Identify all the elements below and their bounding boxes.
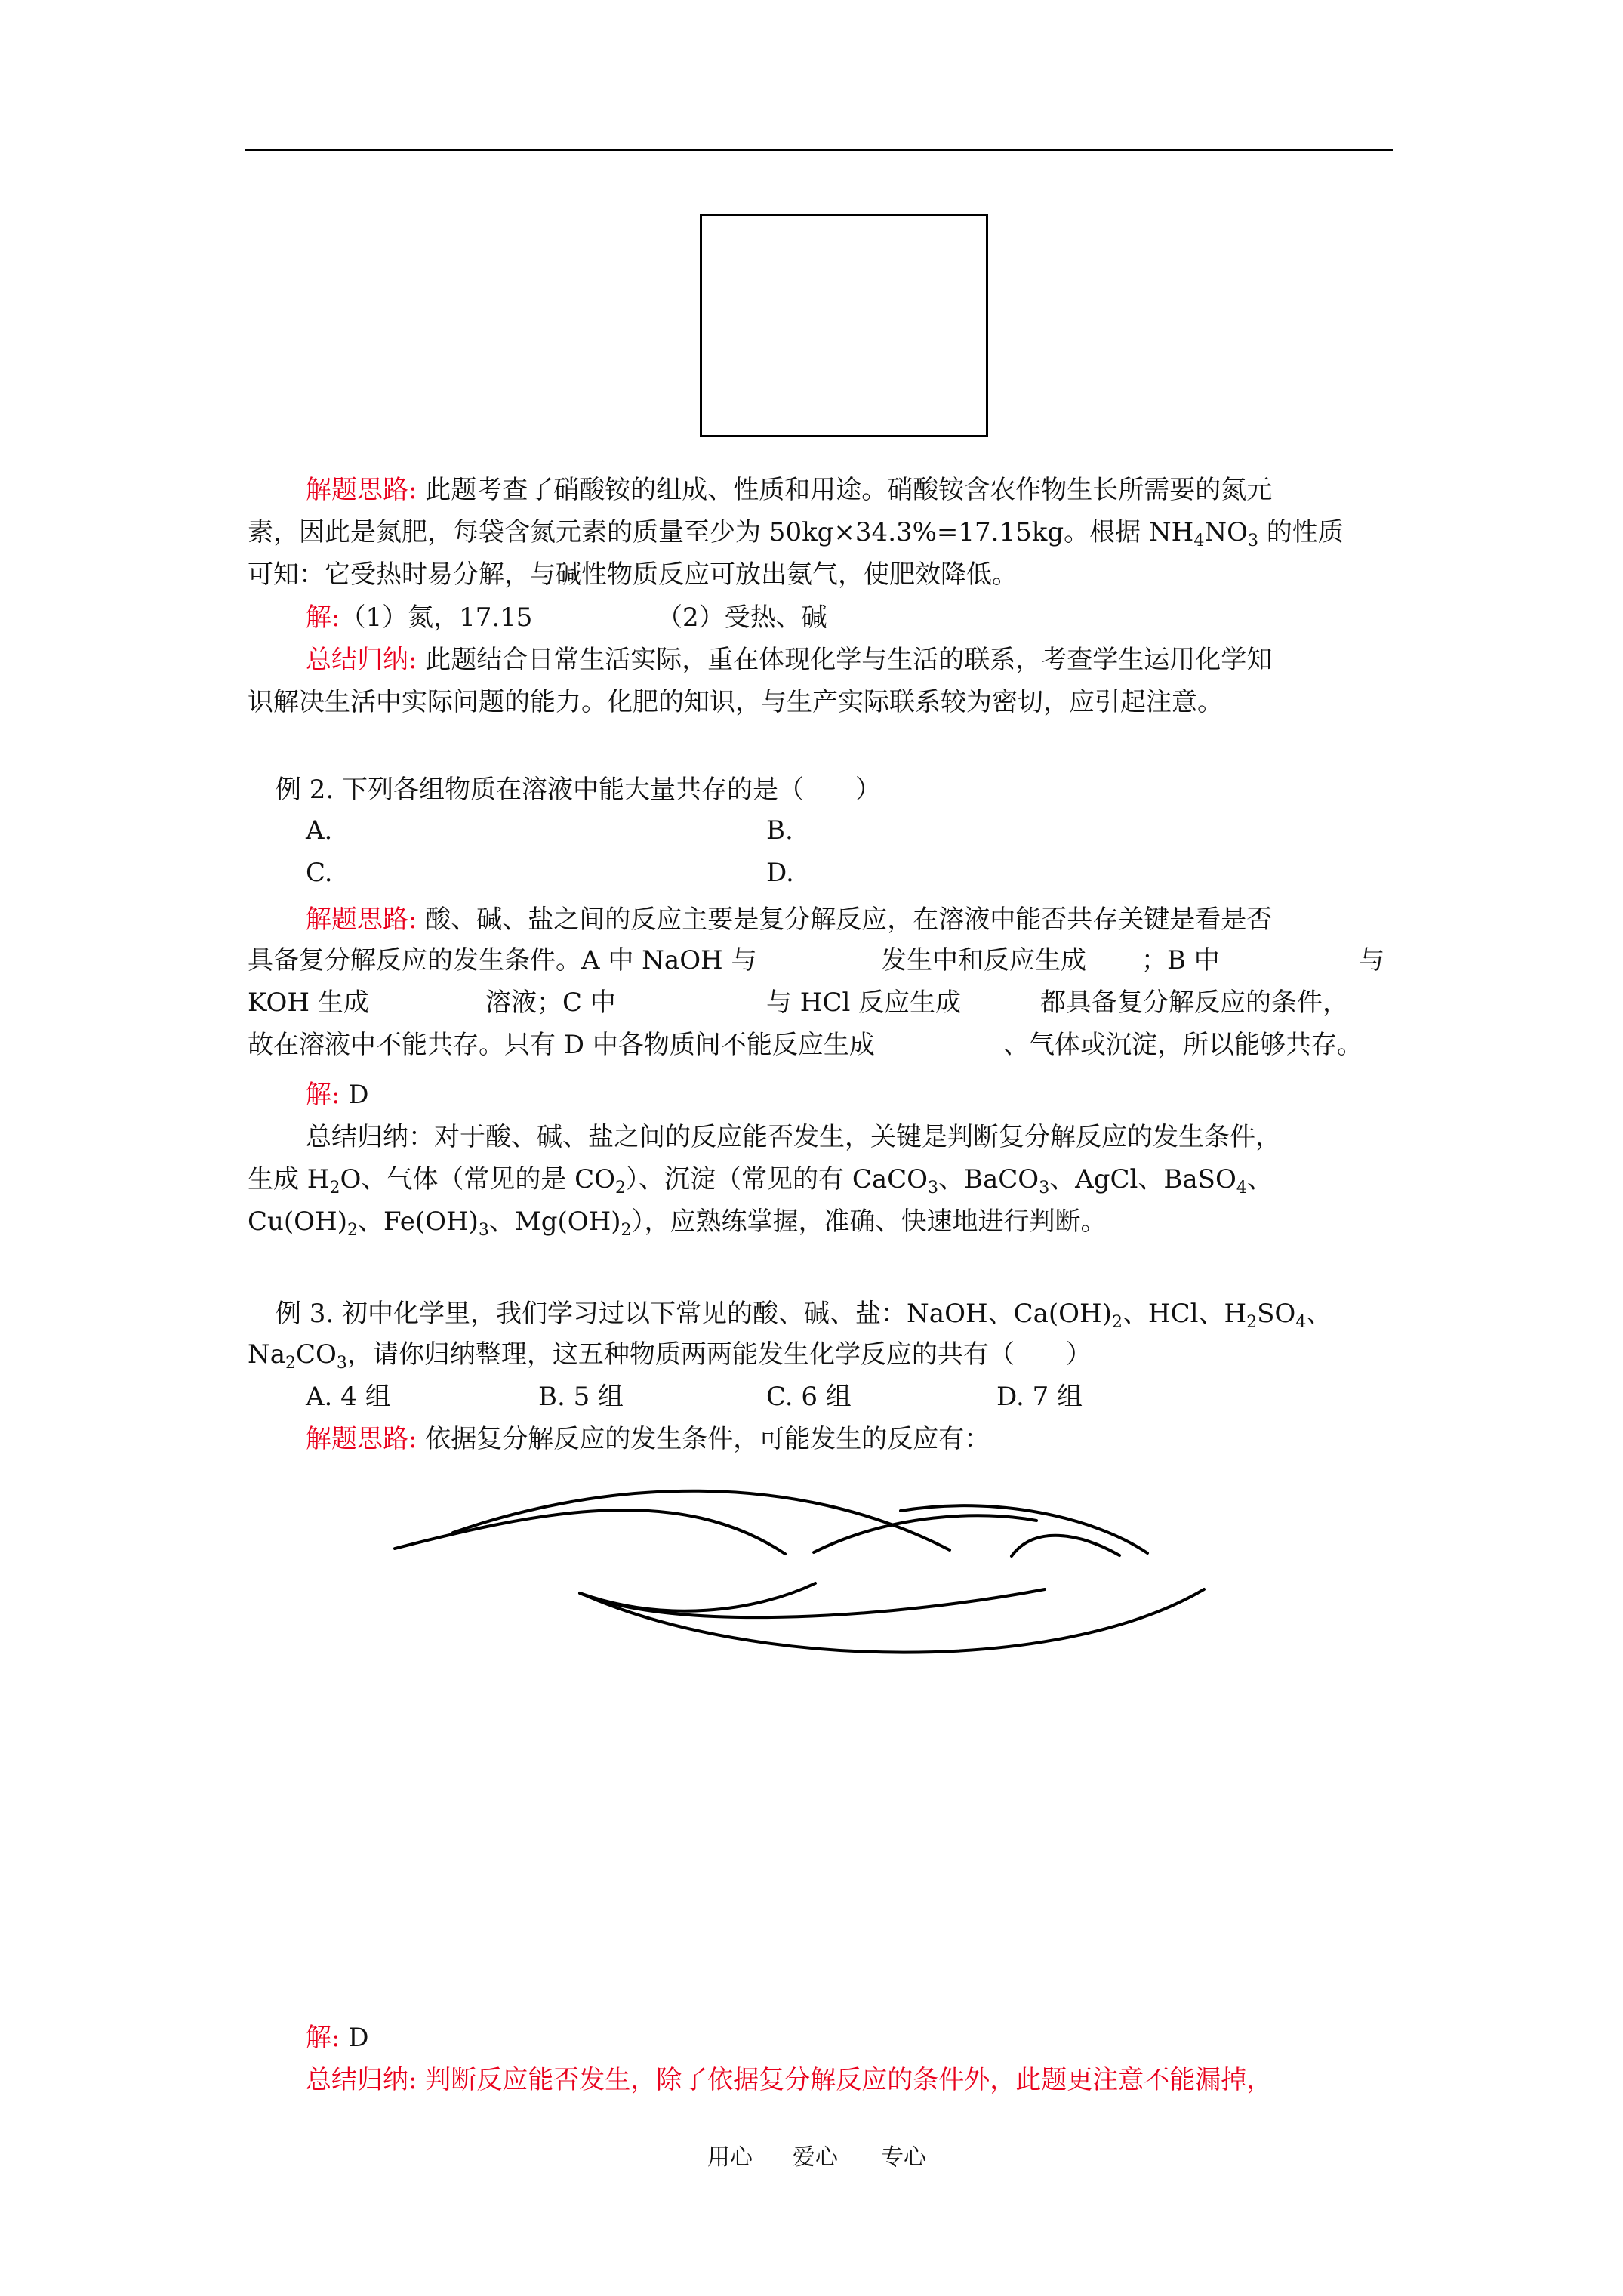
solution-line-3: 可知：它受热时易分解，与碱性物质反应可放出氨气，使肥效降低。	[248, 559, 1018, 590]
footer-text-3: 专心	[881, 2144, 926, 2171]
solution-2-line-1: 解题思路: 酸、碱、盐之间的反应主要是复分解反应，在溶液中能否共存关键是看是否	[306, 905, 1273, 935]
choice-b: B. 5 组	[538, 1382, 624, 1412]
footer-text-2: 爱心	[793, 2144, 838, 2171]
option-d: D.	[766, 858, 794, 888]
example-2-question: 例 2. 下列各组物质在溶液中能大量共存的是（ ）	[276, 775, 882, 805]
answer-3: 解: D	[306, 2023, 369, 2053]
curve-4	[901, 1505, 1147, 1553]
option-c: C.	[306, 858, 333, 888]
label-summary: 总结归纳:	[306, 645, 417, 675]
summary-3-line-1: 总结归纳: 判断反应能否发生，除了依据复分解反应的条件外，此题更注意不能漏掉，	[306, 2065, 1273, 2095]
solution-2-line-4b: 、气体或沉淀，所以能够共存。	[1003, 1030, 1363, 1060]
summary-2-line-3: $Cu(OH)_2$、$Fe(OH)_3$、$Mg(OH)_2$），应熟练掌握，准确、快速地进行判断。	[248, 1207, 1107, 1240]
solution-2-line-2c: ；B 中	[1141, 945, 1220, 975]
solution-2-line-2d: 与	[1359, 945, 1384, 975]
solution-line-1: 解题思路: 此题考查了硝酸铵的组成、性质和用途。硝酸铵含农作物生长所需要的氮元	[306, 475, 1273, 505]
curve-7	[580, 1589, 1045, 1617]
label-answer: 解:	[306, 603, 340, 633]
option-b: B.	[766, 815, 793, 846]
summary-2-line-1: 总结归纳：对于酸、碱、盐之间的反应能否发生，关键是判断复分解反应的发生条件，	[306, 1122, 1281, 1152]
solution-2-line-2b: 发生中和反应生成	[881, 945, 1086, 975]
solution-2-line-3c: 与 HCl 反应生成	[766, 988, 962, 1018]
curve-8	[587, 1589, 1204, 1653]
solution-2-line-2a: 具备复分解反应的发生条件。A 中 NaOH 与	[248, 945, 757, 975]
option-a: A.	[306, 815, 333, 846]
curve-3	[814, 1515, 1036, 1552]
summary-line-1: 总结归纳: 此题结合日常生活实际，重在体现化学与生活的联系，考查学生运用化学知	[306, 645, 1273, 675]
example-3-question-line-1: 例 3. 初中化学里，我们学习过以下常见的酸、碱、盐：NaOH、$Ca(OH)_2$、HCl、$H_2SO_4$、	[276, 1299, 1332, 1332]
solution-2-line-4a: 故在溶液中不能共存。只有 D 中各物质间不能反应生成	[248, 1030, 875, 1060]
solution-2-line-3a: KOH 生成	[248, 988, 369, 1018]
choice-a: A. 4 组	[306, 1382, 391, 1412]
example-3-question-line-2: $Na_2CO_3$，请你归纳整理，这五种物质两两能发生化学反应的共有（ ）	[248, 1339, 1092, 1373]
solution-line-2: 素，因此是氮肥，每袋含氮元素的质量至少为 50kg×34.3%=17.15kg。根据 $NH_4NO_3$ 的性质	[248, 517, 1344, 550]
curve-5	[1012, 1536, 1119, 1556]
answer-line-1-part2: （2）受热、碱	[657, 603, 827, 633]
solution-2-line-3d: 都具备复分解反应的条件，	[1040, 988, 1348, 1018]
choice-d: D. 7 组	[996, 1382, 1083, 1412]
answer-line-1: 解:（1）氮，17.15	[306, 603, 533, 633]
summary-line-2: 识解决生活中实际问题的能力。化肥的知识，与生产实际联系较为密切，应引起注意。	[248, 687, 1223, 717]
solution-3-line-1: 解题思路: 依据复分解反应的发生条件，可能发生的反应有：	[306, 1424, 990, 1454]
answer-2: 解: D	[306, 1080, 369, 1110]
label-solution-approach: 解题思路:	[306, 475, 417, 505]
choice-c: C. 6 组	[766, 1382, 852, 1412]
solution-2-line-3b: 溶液；C 中	[485, 988, 616, 1018]
footer-text-1: 用心	[707, 2144, 753, 2171]
summary-2-line-2: 生成 $H_2O$、气体（常见的是 $CO_2$）、沉淀（常见的有 CaCO$_3$、BaCO$_3$、AgCl、BaSO$_4$、	[248, 1164, 1273, 1197]
